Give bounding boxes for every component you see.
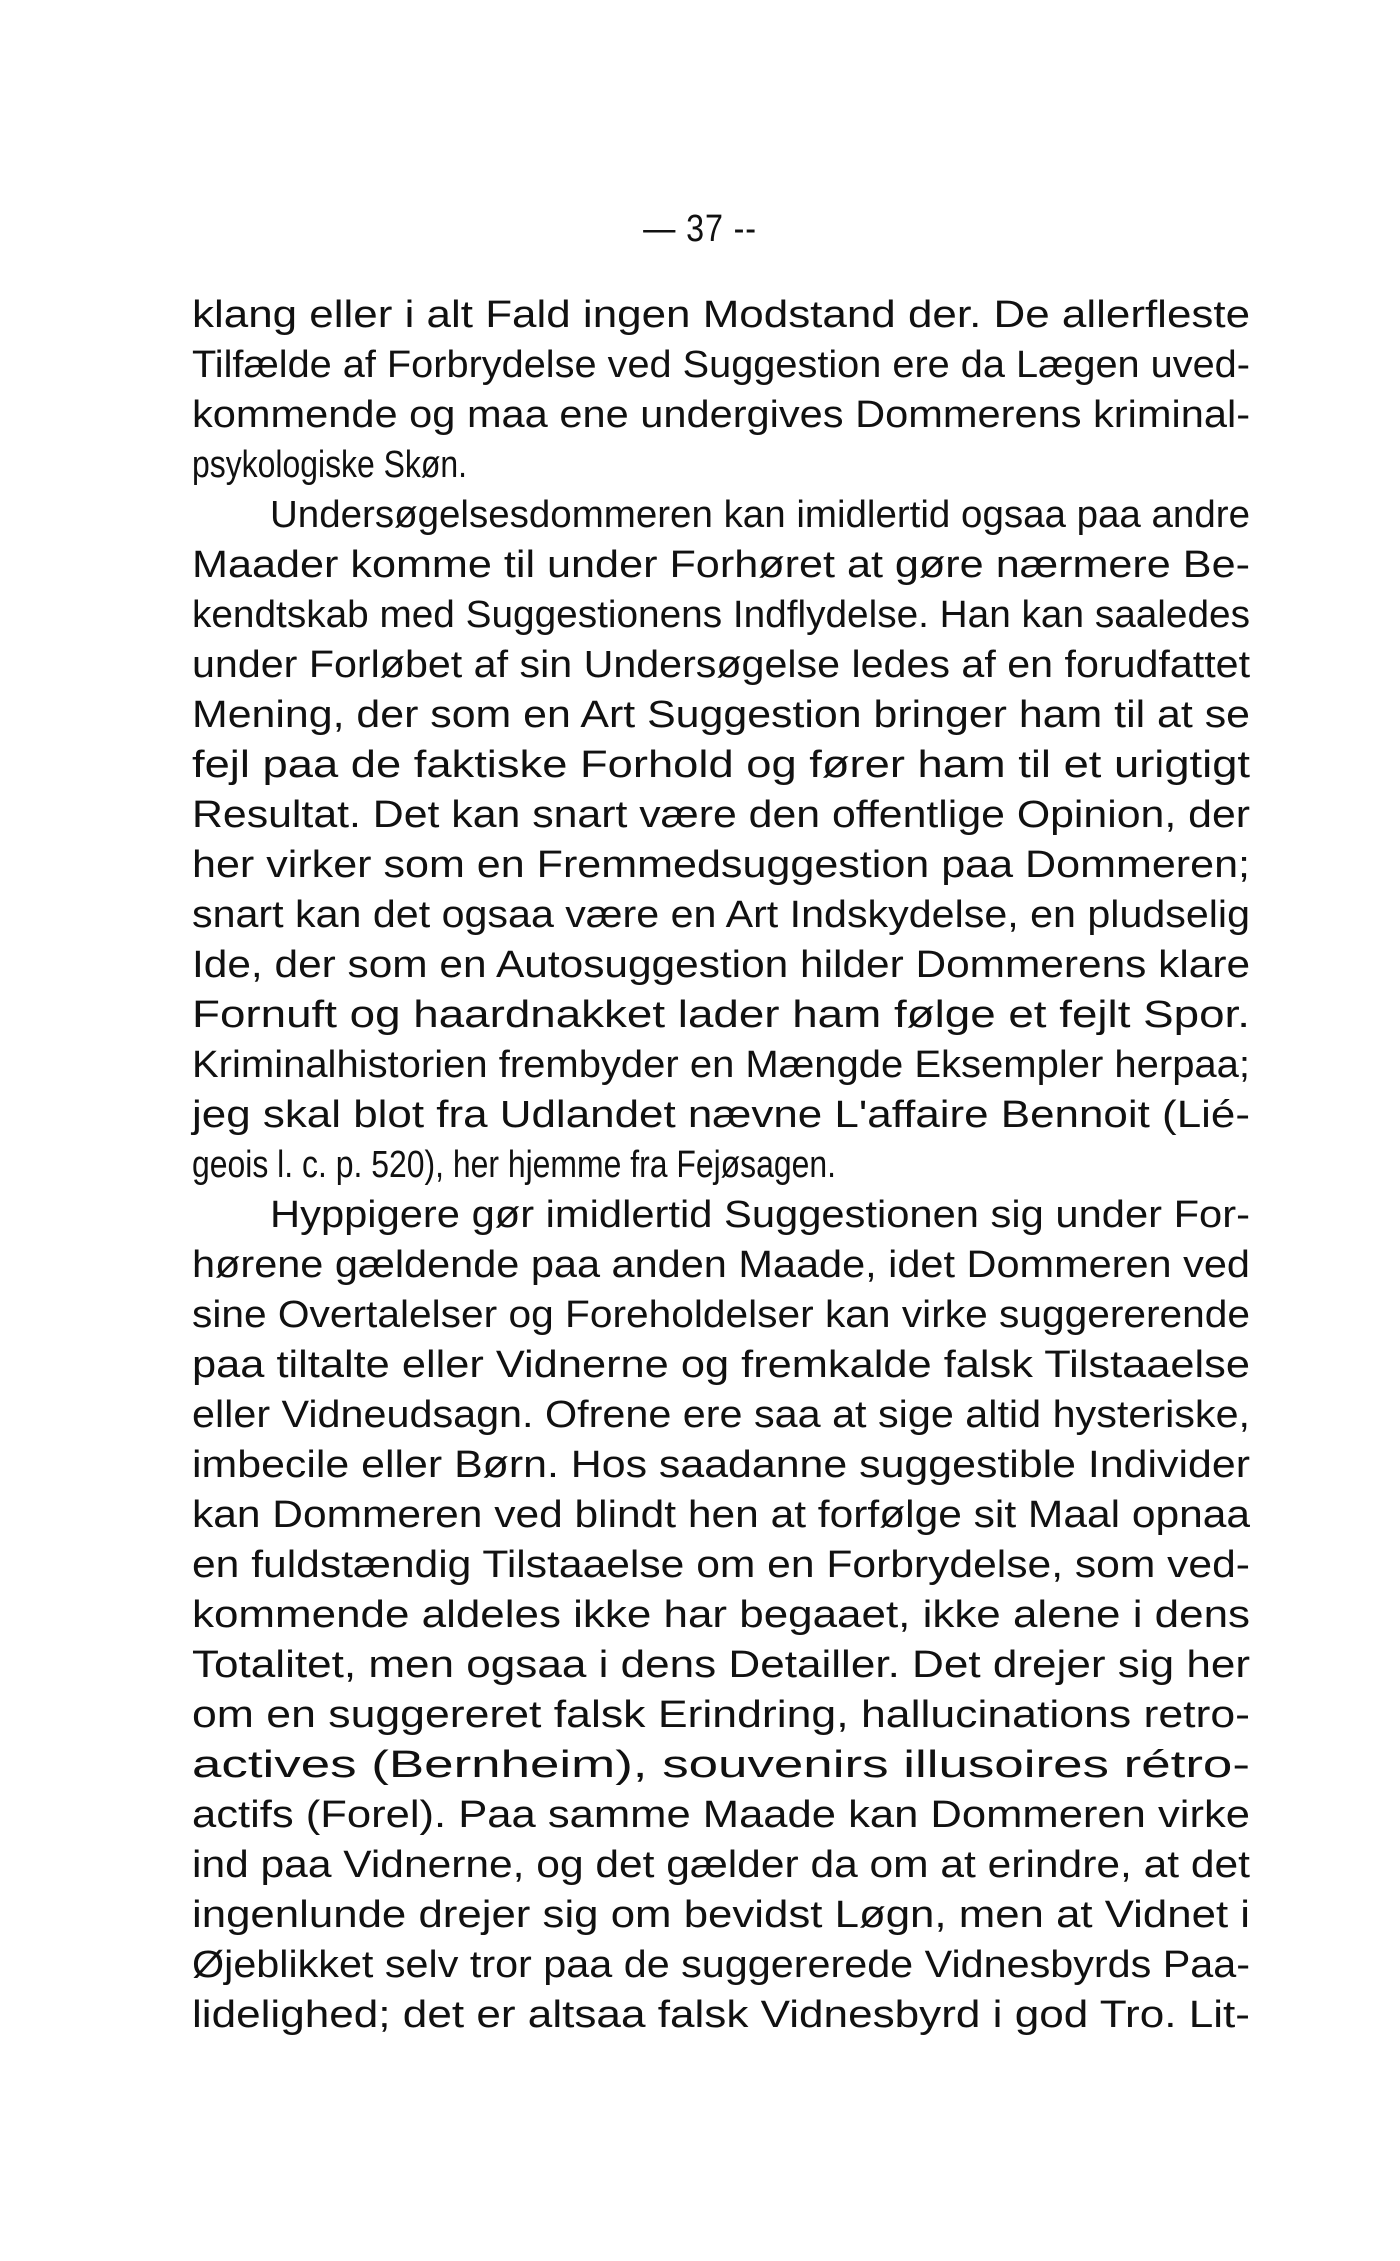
- text-line-content: fejl paa de faktiske Forhold og fører ham til et urigtigt: [192, 744, 1251, 786]
- text-line-content: kendtskab med Suggestionens Indflydelse. Han kan saaledes: [192, 594, 1250, 636]
- text-line-content: Mening, der som en Art Suggestion bringer ham til at se: [192, 694, 1250, 736]
- text-line: [192, 940, 1250, 990]
- text-line-content: Ide, der som en Autosuggestion hilder Dommerens klare: [192, 944, 1251, 986]
- page-number: — 37 --: [643, 208, 757, 250]
- text-line: [192, 1740, 1250, 1790]
- text-line-content: Fornuft og haardnakket lader ham følge et fejlt Spor.: [192, 994, 1250, 1036]
- text-line: [192, 1140, 1250, 1190]
- text-line-content: kan Dommeren ved blindt hen at forfølge sit Maal opnaa: [192, 1494, 1250, 1536]
- text-line-content: imbecile eller Børn. Hos saadanne suggestible Individer: [192, 1444, 1250, 1486]
- text-line-content: ingenlunde drejer sig om bevidst Løgn, men at Vidnet i: [192, 1894, 1251, 1936]
- text-line-content: sine Overtalelser og Foreholdelser kan virke suggererende: [192, 1294, 1251, 1336]
- text-line-content: Tilfælde af Forbrydelse ved Suggestion ere da Lægen uved-: [192, 344, 1250, 386]
- text-line: [192, 640, 1250, 690]
- text-line: [192, 1990, 1250, 2040]
- text-line: [192, 990, 1250, 1040]
- text-line: [192, 1240, 1250, 1290]
- text-line-content: Maader komme til under Forhøret at gøre nærmere Be-: [192, 544, 1250, 586]
- text-line: [192, 1540, 1250, 1590]
- text-line: [192, 1490, 1250, 1540]
- text-line: [192, 1840, 1250, 1890]
- text-line-content: Totalitet, men ogsaa i dens Detailler. Det drejer sig her: [192, 1644, 1251, 1686]
- text-line-content: Undersøgelsesdommeren kan imidlertid ogsaa paa andre: [270, 494, 1250, 536]
- text-line: [192, 1890, 1250, 1940]
- text-line: [192, 840, 1250, 890]
- text-line-content: ind paa Vidnerne, og det gælder da om at erindre, at det: [192, 1844, 1250, 1886]
- text-line-content: actives (Bernheim), souvenirs illusoires rétro-: [192, 1744, 1250, 1786]
- text-line: [192, 440, 1250, 490]
- text-line-content: Hyppigere gør imidlertid Suggestionen sig under For-: [270, 1194, 1251, 1236]
- body-text: [192, 290, 1250, 2040]
- text-line: [192, 1440, 1250, 1490]
- text-line-content: hørene gældende paa anden Maade, idet Dommeren ved: [192, 1244, 1250, 1286]
- text-line: [192, 1690, 1250, 1740]
- text-line-content: her virker som en Fremmedsuggestion paa Dommeren;: [192, 844, 1251, 886]
- text-line: [192, 340, 1250, 390]
- text-line-content: kommende aldeles ikke har begaaet, ikke alene i dens: [192, 1594, 1251, 1636]
- text-line-content: Resultat. Det kan snart være den offentlige Opinion, der: [192, 794, 1251, 836]
- text-line-content: psykologiske Skøn.: [192, 444, 467, 486]
- text-line: [192, 1040, 1250, 1090]
- text-line-content: paa tiltalte eller Vidnerne og fremkalde falsk Tilstaaelse: [192, 1344, 1250, 1386]
- text-line-content: actifs (Forel). Paa samme Maade kan Dommeren virke: [192, 1794, 1250, 1836]
- text-line: [192, 1640, 1250, 1690]
- text-line: [192, 390, 1250, 440]
- text-line-content: Kriminalhistorien frembyder en Mængde Eksempler herpaa;: [192, 1044, 1251, 1086]
- text-line-content: eller Vidneudsagn. Ofrene ere saa at sige altid hysteriske,: [192, 1394, 1251, 1436]
- text-line-content: jeg skal blot fra Udlandet nævne L'affaire Bennoit (Lié-: [192, 1094, 1250, 1136]
- text-line: [192, 1940, 1250, 1990]
- text-line-content: under Forløbet af sin Undersøgelse ledes af en forudfattet: [192, 644, 1251, 686]
- text-line: [192, 1390, 1250, 1440]
- text-line: [192, 790, 1250, 840]
- text-line-content: snart kan det ogsaa være en Art Indskydelse, en pludselig: [192, 894, 1250, 936]
- text-line: [192, 1190, 1250, 1240]
- text-line-content: om en suggereret falsk Erindring, hallucinations retro-: [192, 1694, 1251, 1736]
- text-line: [192, 1340, 1250, 1390]
- text-line: [192, 540, 1250, 590]
- text-line: [192, 1090, 1250, 1140]
- text-line: [192, 690, 1250, 740]
- text-line-content: lidelighed; det er altsaa falsk Vidnesbyrd i god Tro. Lit-: [192, 1994, 1250, 2036]
- text-line-content: geois l. c. p. 520), her hjemme fra Fejøsagen.: [192, 1144, 837, 1186]
- text-line-content: kommende og maa ene undergives Dommerens kriminal-: [192, 394, 1251, 436]
- text-line: [192, 890, 1250, 940]
- text-line: [192, 1290, 1250, 1340]
- text-line: [192, 590, 1250, 640]
- text-line-content: en fuldstændig Tilstaaelse om en Forbrydelse, som ved-: [192, 1544, 1250, 1586]
- text-line-content: klang eller i alt Fald ingen Modstand der. De allerfleste: [192, 294, 1251, 336]
- text-line: [192, 490, 1250, 540]
- text-line-content: Øjeblikket selv tror paa de suggererede Vidnesbyrds Paa-: [192, 1944, 1251, 1986]
- text-line: [192, 290, 1250, 340]
- text-line: [192, 1590, 1250, 1640]
- text-line: [192, 740, 1250, 790]
- text-line: [192, 1790, 1250, 1840]
